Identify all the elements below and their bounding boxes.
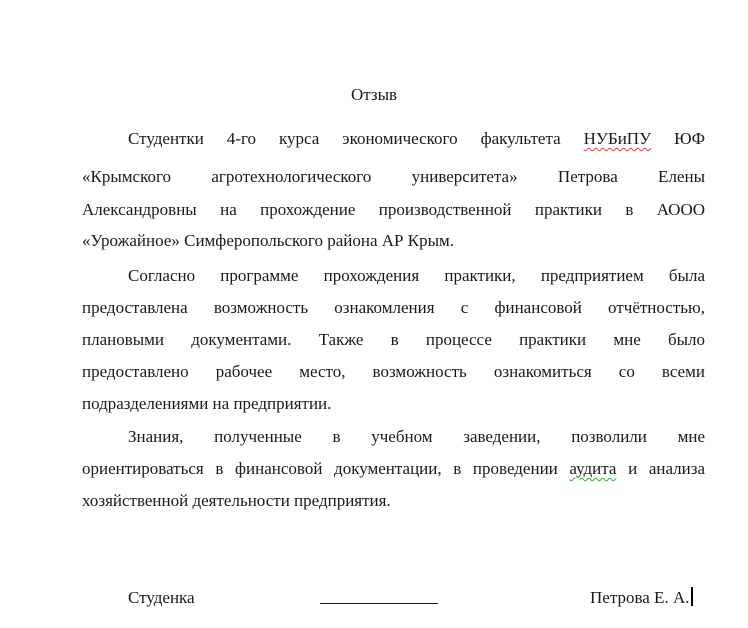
paragraph3-line2-text-b: и анализа [616, 459, 705, 478]
paragraph2-line4: предоставлено рабочее место, возможность ознакомиться со всеми [82, 362, 705, 381]
paragraph2-line5: подразделениями на предприятии. [82, 394, 332, 413]
paragraph3-line2-text-a: ориентироваться в финансовой документации, в проведении [82, 459, 570, 478]
text-cursor [691, 587, 693, 606]
paragraph1-line4: «Урожайное» Симферопольского района АР Крым. [82, 231, 454, 250]
paragraph1-line2: «Крымского агротехнологического университета» Петрова Елены [82, 167, 705, 186]
spell-error-word[interactable]: НУБиПУ [583, 129, 652, 148]
paragraph1-line1-text-b: ЮФ [651, 129, 706, 148]
paragraph3-line3: хозяйственной деятельности предприятия. [82, 491, 391, 510]
paragraph1-line3: Александровны на прохождение производственной практики в АООО [82, 200, 705, 219]
grammar-mark-word[interactable]: аудита [569, 459, 617, 478]
paragraph2-line1: Согласно программе прохождения практики, предприятием была [128, 266, 705, 285]
signature-name [590, 587, 693, 609]
document-title: Отзыв [350, 85, 398, 104]
paragraph2-line2: предоставлена возможность ознакомления с финансовой отчётностью, [82, 298, 705, 317]
paragraph1-line1 [128, 128, 705, 150]
signature-line [320, 603, 438, 604]
signature-label: Студенка [128, 588, 195, 607]
signature-name-text: Петрова Е. А. [590, 588, 690, 607]
paragraph1-line1-text-a: Студентки 4-го курса экономического факультета [128, 129, 584, 148]
paragraph3-line2 [82, 458, 705, 480]
paragraph3-line1: Знания, полученные в учебном заведении, позволили мне [128, 427, 705, 446]
paragraph2-line3: плановыми документами. Также в процессе практики мне было [82, 330, 705, 349]
